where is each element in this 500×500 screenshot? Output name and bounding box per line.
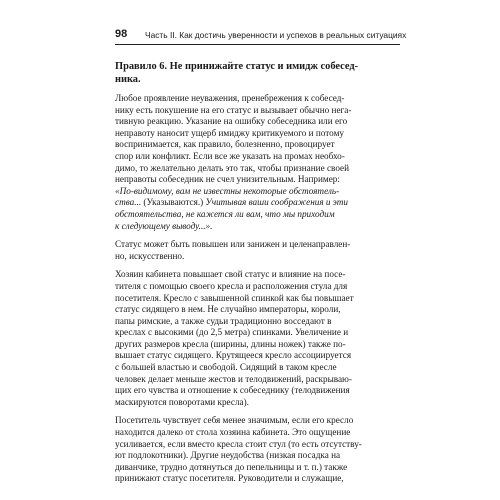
text-line xyxy=(115,316,405,328)
text-line xyxy=(115,139,405,151)
text-run: (Указываются.) xyxy=(143,197,206,208)
text-line xyxy=(115,251,405,263)
paragraph xyxy=(115,415,405,485)
text-line xyxy=(115,339,405,351)
text-run: усиливается, если вместо кресла стоит стул (то есть отсутству- xyxy=(115,438,362,449)
text-run: человек делает меньше жестов и телодвижений, раскрываю- xyxy=(115,373,352,384)
italic-text: ства... xyxy=(115,197,144,208)
text-line xyxy=(115,128,405,140)
rule-heading-line: Правило 6. Не принижайте статус и имидж собесед- xyxy=(115,61,359,72)
paragraph xyxy=(115,93,405,232)
text-line xyxy=(115,186,405,198)
text-line xyxy=(115,209,405,221)
text-line xyxy=(115,304,405,316)
text-run: Статус может быть повышен или занижен и целенаправлен- xyxy=(115,239,351,250)
text-run: ют подлокотники). Другие неудобства (низкая посадка на xyxy=(115,450,341,461)
text-run: статус сидящего в нем. Не случайно императоры, короли, xyxy=(115,304,341,315)
page-body xyxy=(115,60,405,500)
text-run: нику есть покушение на его статус и вызывает обычно нега- xyxy=(115,104,352,115)
text-line xyxy=(115,415,405,427)
text-run: неправоты собеседник не счел унизительным. Например: xyxy=(115,174,340,185)
text-line xyxy=(115,174,405,186)
italic-text: Учитывая ваши соображения и эти xyxy=(205,197,348,208)
text-run: тивную реакцию. Указание на ошибку собеседника или его xyxy=(115,116,348,127)
text-run: маскируются поворотами кресла). xyxy=(115,396,249,407)
page-header xyxy=(115,28,407,45)
text-line xyxy=(115,350,405,362)
text-line xyxy=(115,293,405,305)
text-line xyxy=(115,385,405,397)
text-run: посетителя. Кресло с завышенной спинкой как бы повышает xyxy=(115,292,354,303)
text-line xyxy=(115,163,405,175)
rule-heading-line: ника. xyxy=(115,74,141,85)
text-run: щих его чувства и отношение к собеседнику (телодвижения xyxy=(115,385,350,396)
text-run: димо, то желательно делать это так, чтобы признание своей xyxy=(115,162,350,173)
text-line xyxy=(115,462,405,474)
text-line xyxy=(115,374,405,386)
text-run: папы римские, а также судьи традиционно восседают в xyxy=(115,315,332,326)
text-run: диванчике, трудно дотянуться до пепельницы и т. п.) также xyxy=(115,461,348,472)
text-run: неправоту наносит ущерб имиджу критикуемого и потому xyxy=(115,127,344,138)
text-line xyxy=(115,362,405,374)
text-line xyxy=(115,105,405,117)
text-line xyxy=(115,197,405,209)
text-line xyxy=(115,473,405,485)
text-run: с большей властью и свободой. Сидящий в таком кресле xyxy=(115,362,337,373)
text-line xyxy=(115,221,405,233)
italic-text: обстоятельства, не кажется ли вам, что мы приходим xyxy=(115,208,335,219)
text-run: Хозяин кабинета повышает свой статус и влияние на посе- xyxy=(115,269,346,280)
text-run: принижают статус посетителя. Руководители и служащие, xyxy=(115,473,344,484)
text-line xyxy=(115,281,405,293)
text-run: спор или конфликт. Если все же указать на промах необхо- xyxy=(115,150,345,161)
text-line xyxy=(115,116,405,128)
paragraphs xyxy=(115,93,405,485)
text-run: креслах с высокими (до 2,5 метра) спинками. Увеличение и xyxy=(115,327,349,338)
text-line xyxy=(115,93,405,105)
italic-text: «По-видимому, вам не известны некоторые обстоятель- xyxy=(115,185,340,196)
text-line xyxy=(115,239,405,251)
text-run: воспринимается, как правило, болезненно, провоцирует xyxy=(115,139,335,150)
text-run: тителя с помощью своего кресла и расположения стула для xyxy=(115,280,348,291)
running-title: Часть II. Как достичь уверенности и успехов в реальных ситуациях xyxy=(145,30,407,40)
text-run: Любое проявление неуважения, пренебрежения к собесед- xyxy=(115,93,345,103)
text-line xyxy=(115,427,405,439)
paragraph xyxy=(115,239,405,262)
text-run: вышает статус сидящего. Крутящееся кресло ассоциируется xyxy=(115,350,352,361)
text-line xyxy=(115,151,405,163)
paragraph xyxy=(115,269,405,408)
text-line xyxy=(115,327,405,339)
text-line xyxy=(115,269,405,281)
page-number: 98 xyxy=(115,28,128,40)
text-line xyxy=(115,397,405,409)
italic-text: к следующему выводу...». xyxy=(115,220,213,231)
text-run: Посетитель чувствует себя менее значимым, если его кресло xyxy=(115,415,354,426)
text-run: находится далеко от стола хозяина кабинета. Это ощущение xyxy=(115,427,351,438)
text-line xyxy=(115,439,405,451)
text-line xyxy=(115,450,405,462)
rule-heading xyxy=(115,60,405,86)
text-run: других размеров кресла (ширины, длины ножек) также по- xyxy=(115,338,346,349)
text-run: но, искусственно. xyxy=(115,250,185,261)
